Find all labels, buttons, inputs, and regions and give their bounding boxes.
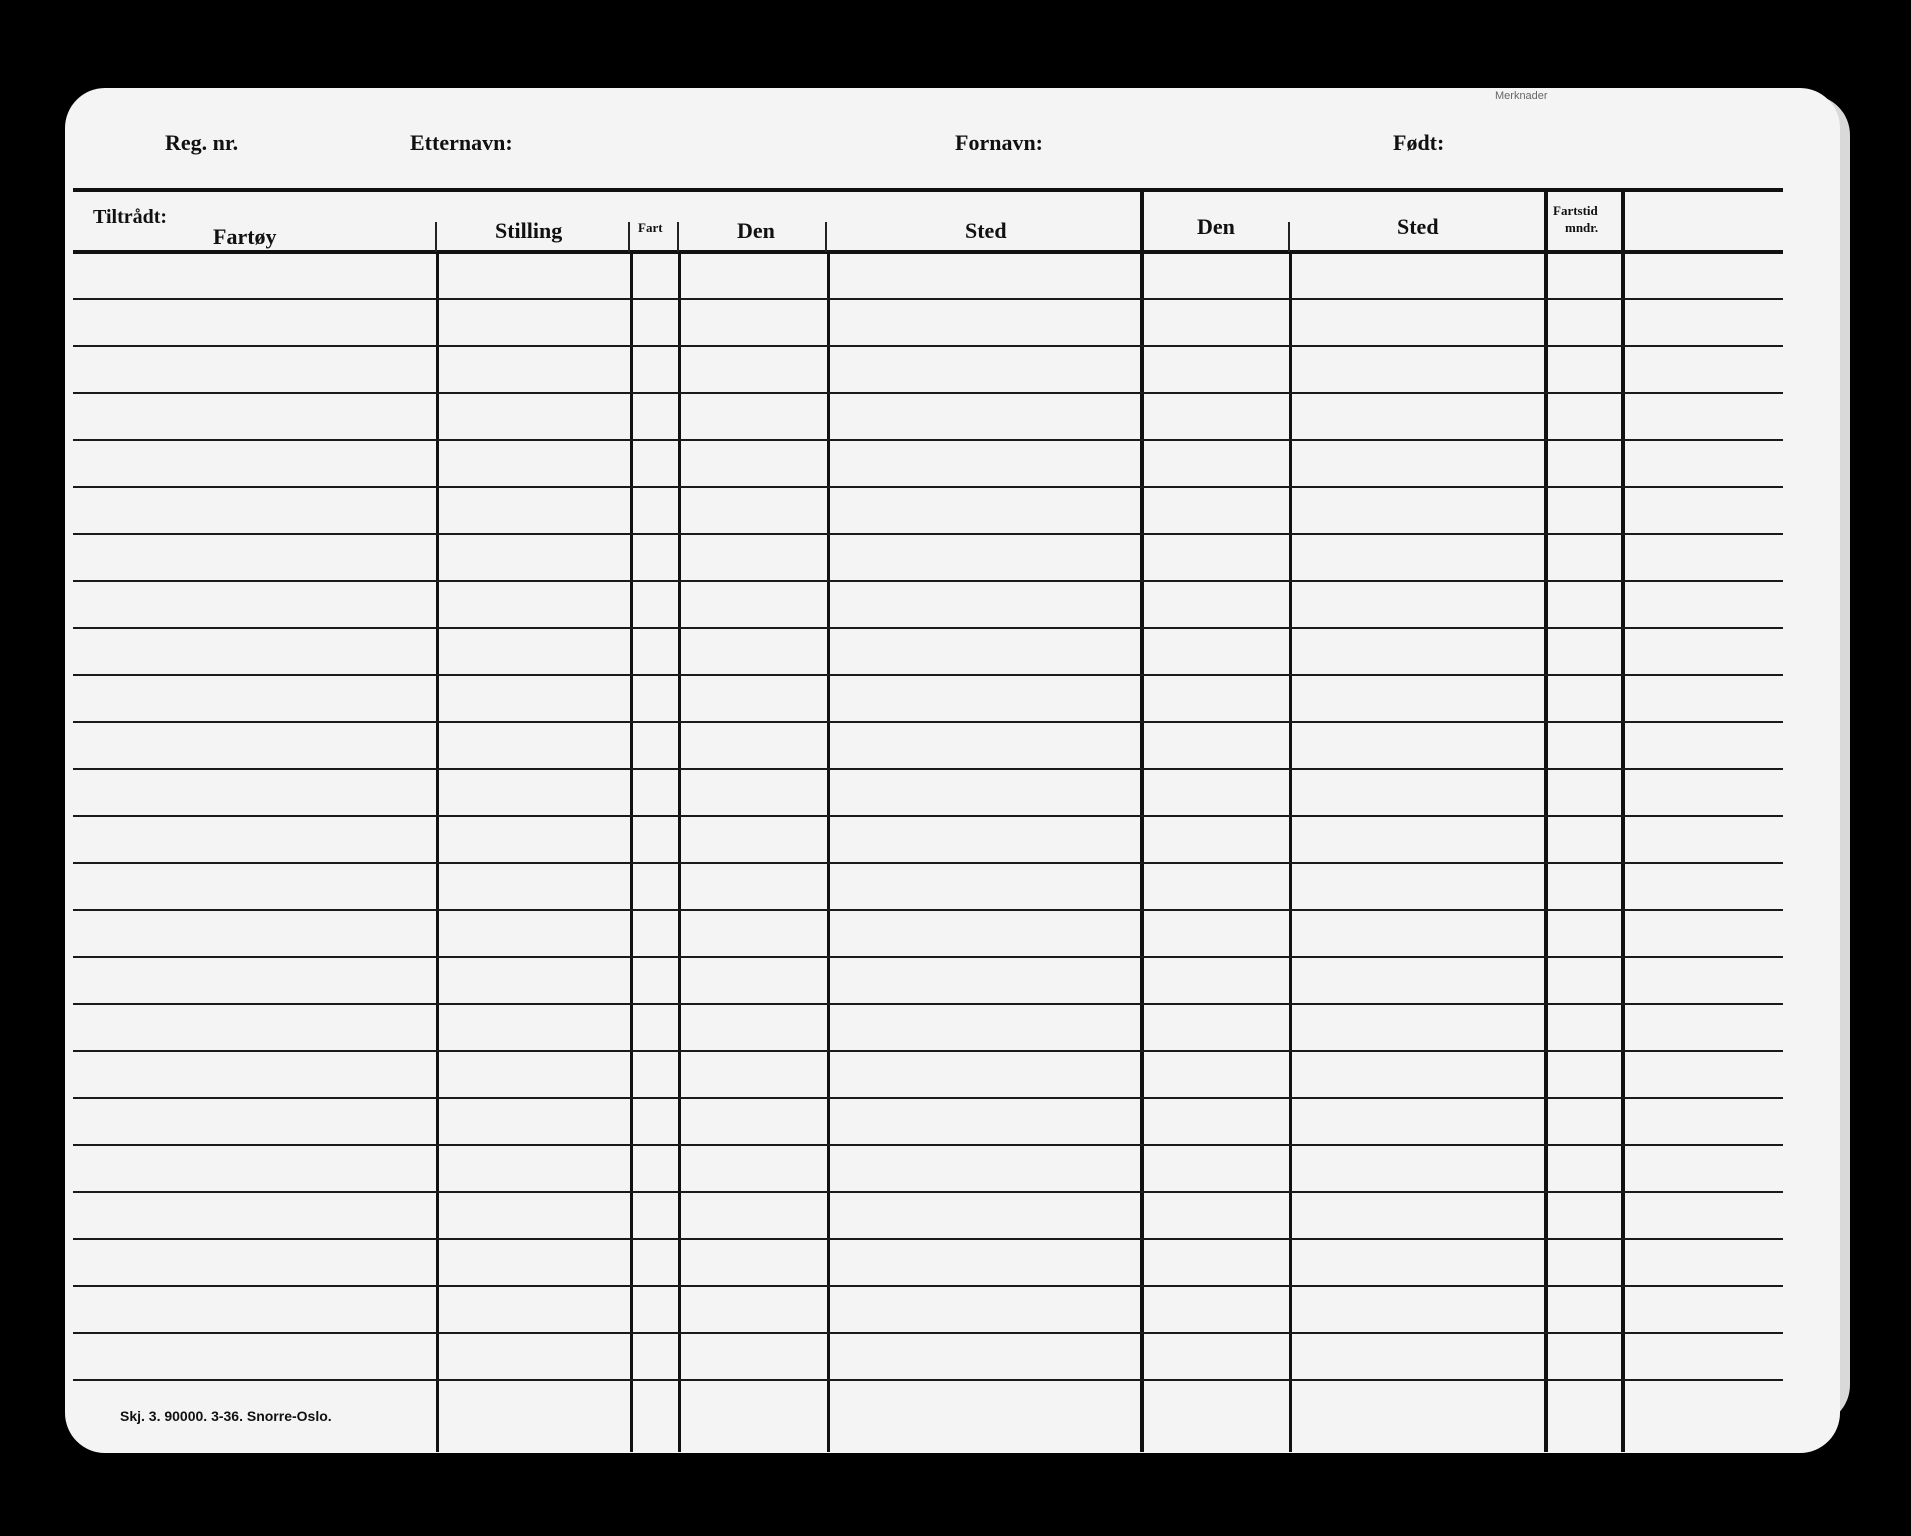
column-line xyxy=(1289,252,1292,1452)
row-line xyxy=(73,627,1783,629)
row-line xyxy=(73,1003,1783,1005)
col-stilling: Stilling xyxy=(495,218,563,243)
header-divider xyxy=(1288,222,1290,252)
tiltradt-label: Tiltrådt: xyxy=(93,206,168,228)
row-line xyxy=(73,1238,1783,1240)
header-divider xyxy=(825,222,827,252)
column-line xyxy=(678,252,681,1452)
row-line xyxy=(73,1285,1783,1287)
col-den-2: Den xyxy=(1197,214,1235,239)
col-fartstid: Fartstid xyxy=(1553,203,1598,218)
col-fartoy: Fartøy xyxy=(213,224,277,249)
header-divider xyxy=(435,222,437,252)
row-line xyxy=(73,1191,1783,1193)
row-line xyxy=(73,1050,1783,1052)
col-sted-1: Sted xyxy=(965,218,1007,243)
row-line xyxy=(73,392,1783,394)
row-line xyxy=(73,1379,1783,1381)
col-den-1: Den xyxy=(737,218,775,243)
row-line xyxy=(73,1097,1783,1099)
row-line xyxy=(73,345,1783,347)
row-line xyxy=(73,909,1783,911)
column-line xyxy=(630,252,633,1452)
row-line xyxy=(73,298,1783,300)
fornavn-label: Fornavn: xyxy=(955,130,1043,155)
row-line xyxy=(73,439,1783,441)
column-line xyxy=(827,252,830,1452)
row-line xyxy=(73,486,1783,488)
row-line xyxy=(73,674,1783,676)
registration-card xyxy=(65,88,1840,1453)
reg-nr-label: Reg. nr. xyxy=(165,130,239,155)
header-divider xyxy=(677,222,679,252)
row-line xyxy=(73,721,1783,723)
row-line xyxy=(73,956,1783,958)
row-line xyxy=(73,580,1783,582)
merknader-label: Merknader xyxy=(1495,90,1548,102)
header-bottom-rule xyxy=(73,250,1783,254)
etternavn-label: Etternavn: xyxy=(410,130,513,155)
row-line xyxy=(73,1144,1783,1146)
print-info: Skj. 3. 90000. 3-36. Snorre-Oslo. xyxy=(120,1408,332,1424)
col-fart: Fart xyxy=(638,220,663,235)
row-line xyxy=(73,862,1783,864)
row-line xyxy=(73,768,1783,770)
row-line xyxy=(73,533,1783,535)
col-mndr: mndr. xyxy=(1565,220,1599,235)
row-line xyxy=(73,815,1783,817)
col-sted-2: Sted xyxy=(1397,214,1439,239)
column-line xyxy=(1544,188,1548,1452)
header-top-rule xyxy=(73,188,1783,192)
column-line xyxy=(1621,188,1625,1452)
column-line xyxy=(436,252,439,1452)
fodt-label: Født: xyxy=(1393,130,1445,155)
row-line xyxy=(73,1332,1783,1334)
header-divider xyxy=(628,222,630,252)
column-line xyxy=(1140,188,1144,1452)
